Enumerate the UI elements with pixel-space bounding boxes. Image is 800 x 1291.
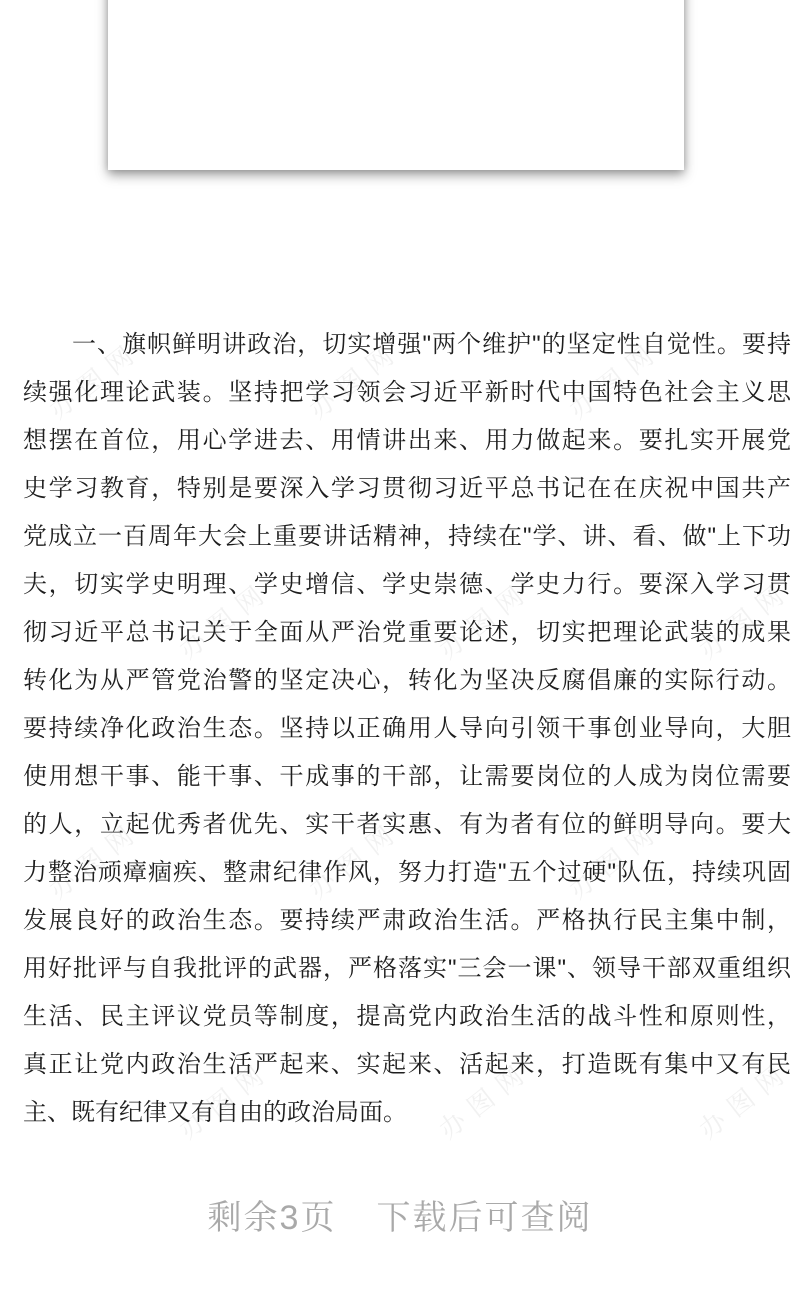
text-line: 用好批评与自我批评的武器，严格落实"三会一课"、领导干部双重组织 — [23, 955, 791, 982]
text-line: 一、旗帜鲜明讲政治，切实增强"两个维护"的坚定性自觉性。要持 — [72, 331, 791, 358]
site-watermark: 办图网 — [43, 334, 147, 425]
text-line: 真正让党内政治生活严起来、实起来、活起来，打造既有集中又有民 — [23, 1051, 791, 1078]
text-line: 史学习教育，特别是要深入学习贯彻习近平总书记在在庆祝中国共产 — [23, 475, 791, 502]
site-watermark: 办图网 — [693, 574, 797, 665]
text-line: 力整治顽瘴痼疾、整肃纪律作风，努力打造"五个过硬"队伍，持续巩固 — [23, 859, 791, 886]
text-line: 续强化理论武装。坚持把学习领会习近平新时代中国特色社会主义思 — [23, 379, 791, 406]
site-watermark: 办图网 — [693, 1054, 797, 1145]
site-watermark: 办图网 — [43, 814, 147, 905]
site-watermark: 办图网 — [563, 334, 667, 425]
text-line: 主、既有纪律又有自由的政治局面。 — [23, 1099, 407, 1126]
text-line: 夫，切实学史明理、学史增信、学史崇德、学史力行。要深入学习贯 — [23, 571, 791, 598]
document-paragraph — [23, 321, 791, 1137]
previous-page-sheet — [108, 0, 684, 170]
site-watermark: 办图网 — [433, 1054, 537, 1145]
site-watermark: 办图网 — [303, 334, 407, 425]
site-watermark: 办图网 — [303, 814, 407, 905]
text-line: 党成立一百周年大会上重要讲话精神，持续在"学、讲、看、做"上下功 — [23, 523, 791, 550]
text-line: 想摆在首位，用心学进去、用情讲出来、用力做起来。要扎实开展党 — [23, 427, 791, 454]
site-watermark: 办图网 — [433, 574, 537, 665]
remaining-pages-notice — [0, 1190, 800, 1239]
site-watermark: 办图网 — [173, 574, 277, 665]
remaining-pages-count: 剩余3页 — [207, 1199, 337, 1237]
text-line: 生活、民主评议党员等制度，提高党内政治生活的战斗性和原则性， — [23, 1003, 791, 1030]
text-line: 使用想干事、能干事、干成事的干部，让需要岗位的人成为岗位需要 — [23, 763, 791, 790]
text-line: 的人，立起优秀者优先、实干者实惠、有为者有位的鲜明导向。要大 — [23, 811, 791, 838]
text-line: 彻习近平总书记关于全面从严治党重要论述，切实把理论武装的成果 — [23, 619, 791, 646]
site-watermark: 办图网 — [563, 814, 667, 905]
text-line: 发展良好的政治生态。要持续严肃政治生活。严格执行民主集中制， — [23, 907, 791, 934]
site-watermark: 办图网 — [173, 1054, 277, 1145]
text-line: 要持续净化政治生态。坚持以正确用人导向引领干事创业导向，大胆 — [23, 715, 791, 742]
download-hint: 下载后可查阅 — [376, 1199, 593, 1237]
text-line: 转化为从严管党治警的坚定决心，转化为坚决反腐倡廉的实际行动。 — [23, 667, 791, 694]
